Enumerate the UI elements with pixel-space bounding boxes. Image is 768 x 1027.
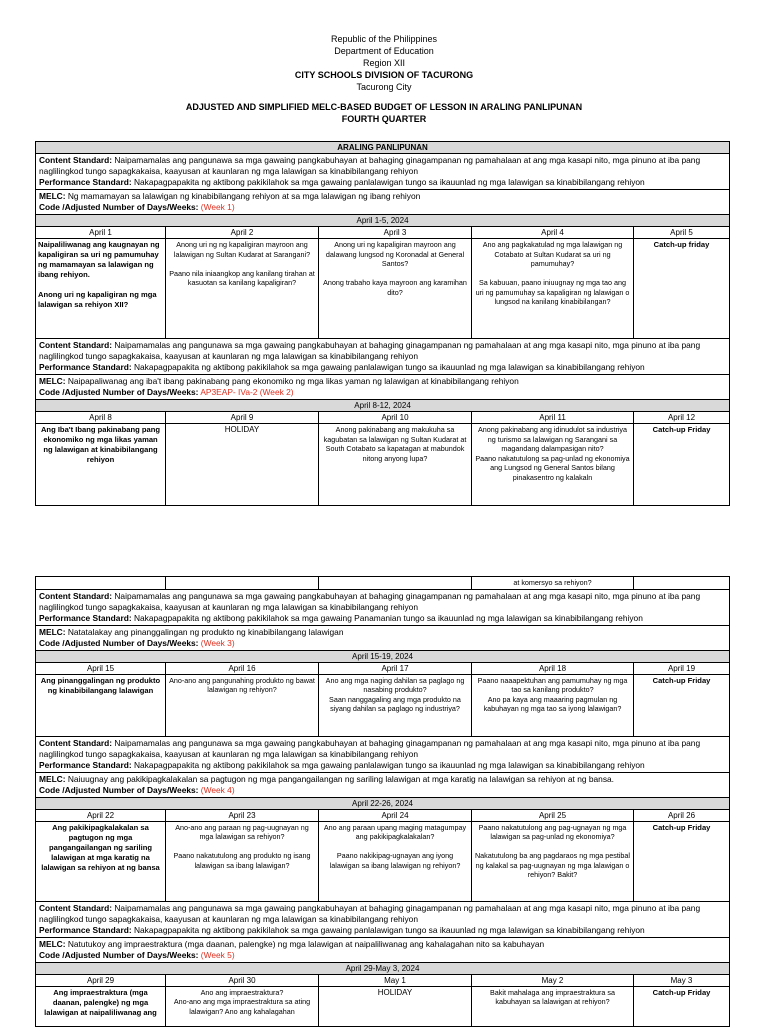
content-standard-label: Content Standard: <box>39 902 113 913</box>
day-header: April 9 <box>166 412 319 424</box>
code-label: Code /Adjusted Number of Days/Weeks: <box>39 784 199 795</box>
city-line: Tacurong City <box>356 82 412 92</box>
catch-up-label: Catch-up Friday <box>634 424 730 506</box>
lesson-questions: Anong uri ng kapaligiran mayroon ang dalawang lungsod ng Koronadal at General Santos? Anong trabaho kaya mayroon ang karamihan dito? <box>319 239 472 339</box>
day-header: April 19 <box>634 662 730 674</box>
lesson-questions: Ano ang pagkakatulad ng mga lalawigan ng Cotabato at Sultan Kudarat sa uri ng pamumuhay? Sa kabuuan, paano iniuugnay ng mga tao ang uri ng pamumuhay sa kapaligiran ng lalawigan o lungsod na kanilang kinabibilangan? <box>472 239 634 339</box>
code-text: (Week 3) <box>200 637 235 648</box>
content-standard-text: Naipamamalas ang pangunawa sa mga gawaing pangkabuhayan at bahaging ginagampanan ng pamahalaan at ang mga kasapi nito, mga pinuno at iba pang naglilingkod tungo sapagkakaisa, kaayusan at kaunlaran ng mga lalawigan sa kinabibilangang rehiyon <box>39 340 701 361</box>
title-line-2: FOURTH QUARTER <box>341 114 427 124</box>
lesson-questions: Anong pakinabang ang idinudulot sa industriya ng turismo sa lalawigan ng Sarangani sa magandang dalampasigan nito? Paano nakatutulong sa pag-unlad ng ekonomiya ang Lungsod ng General Santos bilang pinakasentro ng kalakaln <box>472 424 634 506</box>
document-title <box>0 101 768 125</box>
continued-question: at komersyo sa rehiyon? <box>472 577 634 590</box>
melc-row <box>36 190 730 215</box>
day-header: April 10 <box>319 412 472 424</box>
content-standard-row <box>36 154 730 190</box>
performance-standard-text: Nakapagpapakita ng aktibong pakikilahok sa mga gawaing panlalawigan tungo sa ikauunlad ng mga lalawigan sa kinabibilangang rehiyon <box>133 924 645 935</box>
melc-label: MELC: <box>39 938 66 949</box>
melc-text: Naipapaliwanag ang iba't ibang pakinabang pang ekonomiko ng mga likas yaman ng lalawigan at kinabibilangang rehiyon <box>67 376 519 386</box>
continued-cell <box>166 577 319 590</box>
budget-table-page-2 <box>35 576 730 1027</box>
week-date-band: April 22-26, 2024 <box>36 797 730 809</box>
day-header: April 4 <box>472 227 634 239</box>
code-label: Code /Adjusted Number of Days/Weeks: <box>39 949 199 960</box>
day-header: April 11 <box>472 412 634 424</box>
day-header: April 30 <box>166 974 319 986</box>
catch-up-label: Catch-up Friday <box>634 986 730 1026</box>
day-header: April 16 <box>166 662 319 674</box>
content-standard-row <box>36 736 730 772</box>
melc-text: Natatalakay ang pinanggalingan ng produkto ng kinabibilangang lalawigan <box>67 626 344 637</box>
lesson-questions: Anong uri ng ng kapaligiran mayroon ang lalawigan ng Sultan Kudarat at Sarangani? Paano nila iniaangkop ang kanilang tirahan at kasuotan sa kanilang kapaligiran? <box>166 239 319 339</box>
performance-standard-text: Nakapagpapakita ng aktibong pakikilahok sa mga gawaing panlalawigan tungo sa ikauunlad ng mga lalawigan sa kinabibilangang rehiyon <box>133 362 645 372</box>
lesson-topic: Ang pinanggalingan ng produkto ng kinabibilangang lalawigan <box>36 674 166 736</box>
holiday-label: HOLIDAY <box>166 424 319 506</box>
continued-cell <box>36 577 166 590</box>
lesson-questions: Ano ang mga naging dahilan sa paglago ng nasabing produkto? Saan nanggagaling ang mga produkto na siyang dahilan sa paglago ng industriya? <box>319 674 472 736</box>
lesson-topic: Naipaliliwanag ang kaugnayan ng kapaligiran sa uri ng pamumuhay ng mamamayan sa lalawigan ng ibang rehiyon. Anong uri ng kapaligiran ng mga lalawigan sa rehiyon XII? <box>36 239 166 339</box>
day-header: April 1 <box>36 227 166 239</box>
week-date-band: April 1-5, 2024 <box>36 215 730 227</box>
melc-row <box>36 772 730 797</box>
document-header <box>0 0 768 93</box>
code-label: Code /Adjusted Number of Days/Weeks: <box>39 637 199 648</box>
melc-label: MELC: <box>39 773 66 784</box>
day-header: April 17 <box>319 662 472 674</box>
performance-standard-label: Performance Standard: <box>39 362 132 372</box>
catch-up-label: Catch-up friday <box>634 239 730 339</box>
lesson-topic: Ang Iba't Ibang pakinabang pang ekonomiko ng mga likas yaman ng lalawigan at kinabibilangang rehiyon <box>36 424 166 506</box>
content-standard-label: Content Standard: <box>39 155 113 165</box>
content-standard-text: Naipamamalas ang pangunawa sa mga gawaing pangkabuhayan at bahaging ginagampanan ng pamahalaan at ang mga kasapi nito, mga pinuno at iba pang naglilingkod tungo sapagkakaisa, kaayusan at kaunlaran ng mga lalawigan sa kinabibilangang rehiyon <box>39 902 701 924</box>
day-header: April 15 <box>36 662 166 674</box>
melc-text: Ng mamamayan sa lalawigan ng kinabibilangang rehiyon at sa mga lalawigan ng ibang rehiyon <box>67 191 421 201</box>
day-header: April 24 <box>319 809 472 821</box>
content-standard-label: Content Standard: <box>39 737 113 748</box>
code-text: (Week 5) <box>200 949 235 960</box>
continued-cell <box>634 577 730 590</box>
code-text: (Week 1) <box>200 202 235 212</box>
day-header: April 22 <box>36 809 166 821</box>
lesson-questions: Ano-ano ang pangunahing produkto ng bawat lalawigan ng rehiyon? <box>166 674 319 736</box>
content-standard-row <box>36 589 730 625</box>
republic-line: Republic of the Philippines <box>330 34 438 44</box>
day-header: April 3 <box>319 227 472 239</box>
performance-standard-label: Performance Standard: <box>39 759 132 770</box>
lesson-questions: Bakit mahalaga ang impraestraktura sa kabuhayan sa lalawigan at rehiyon? <box>472 986 634 1026</box>
holiday-label: HOLIDAY <box>319 986 472 1026</box>
content-standard-row <box>36 339 730 375</box>
melc-text: Naiuugnay ang pakikipagkalakalan sa pagtugon ng mga pangangailangan ng sariling lalawigan at mga karatig na lalawigan sa rehiyon at ng bansa. <box>67 773 614 784</box>
melc-text: Natutukoy ang impraestraktura (mga daanan, palengke) ng mga lalawigan at naipaliliwanag ang kahalagahan nito sa kabuhayan <box>67 938 545 949</box>
day-header: April 18 <box>472 662 634 674</box>
content-standard-text: Naipamamalas ang pangunawa sa mga gawaing pangkabuhayan at bahaging ginagampanan ng pamahalaan at ang mga kasapi nito, mga pinuno at iba pang naglilingkod tungo sapagkakaisa, kaayusan at kaunlaran ng mga lalawigan sa kinabibilangang rehiyon <box>39 737 701 759</box>
code-label: Code /Adjusted Number of Days/Weeks: <box>39 387 199 397</box>
day-header: April 8 <box>36 412 166 424</box>
melc-label: MELC: <box>39 191 66 201</box>
continued-cell <box>319 577 472 590</box>
content-standard-text: Naipamamalas ang pangunawa sa mga gawaing pangkabuhayan at bahaging ginagampanan ng pamahalaan at ang mga kasapi nito, mga pinuno at iba pang naglilingkod tungo sapagkakaisa, kaayusan at kaunlaran ng mga lalawigan sa kinabibilangang rehiyon <box>39 590 701 612</box>
region-line: Region XII <box>362 58 406 68</box>
melc-label: MELC: <box>39 626 66 637</box>
performance-standard-text: Nakapagpapakita ng aktibong pakikilahok sa mga gawaing panlalawigan tungo sa ikauunlad ng mga lalawigan sa kinabibilangang rehiyon <box>133 759 645 770</box>
title-line-1: ADJUSTED AND SIMPLIFIED MELC-BASED BUDGET OF LESSON IN ARALING PANLIPUNAN <box>185 102 583 112</box>
lesson-questions: Paano nakatutulong ang pag-ugnayan ng mga lalawigan sa pag-unlad ng ekonomiya? Nakatutulong ba ang pagdaraos ng mga pestibal ng kalakal sa pag-uugnayan ng mga lalawigan o rehiyon? Bakit? <box>472 821 634 901</box>
department-line: Department of Education <box>334 46 434 56</box>
division-line: CITY SCHOOLS DIVISION OF TACURONG <box>294 70 474 80</box>
lesson-topic: Ang pakikipagkalakalan sa pagtugon ng mga pangangailangan ng sariling lalawigan at mga karatig na lalawigan sa rehiyon at ng bansa <box>36 821 166 901</box>
day-header: May 3 <box>634 974 730 986</box>
performance-standard-label: Performance Standard: <box>39 924 132 935</box>
content-standard-label: Content Standard: <box>39 590 113 601</box>
lesson-questions: Ano ang impraestraktura? Ano-ano ang mga impraestraktura sa ating lalawigan? Ano ang kahalagahan <box>166 986 319 1026</box>
catch-up-label: Catch-up Friday <box>634 674 730 736</box>
day-header: April 5 <box>634 227 730 239</box>
melc-row <box>36 937 730 962</box>
content-standard-text: Naipamamalas ang pangunawa sa mga gawaing pangkabuhayan at bahaging ginagampanan ng pamahalaan at ang mga kasapi nito, mga pinuno at iba pang naglilingkod tungo sapagkakaisa, kaayusan at kaunlaran ng mga lalawigan sa kinabibilangang rehiyon <box>39 155 701 176</box>
performance-standard-text: Nakapagpapakita ng aktibong pakikilahok sa mga gawaing Panamanian tungo sa ikauunlad ng mga lalawigan sa kinabibilangang rehiyon <box>133 612 643 623</box>
lesson-questions: Ano ang paraan upang maging matagumpay ang pakikipagkalakalan? Paano nakikipag-ugnayan ang iyong lalawigan sa ibang lalawigan ng rehiyon? <box>319 821 472 901</box>
day-header: April 29 <box>36 974 166 986</box>
day-header: April 23 <box>166 809 319 821</box>
week-date-band: April 15-19, 2024 <box>36 650 730 662</box>
content-standard-label: Content Standard: <box>39 340 113 350</box>
code-text: (Week 4) <box>200 784 235 795</box>
code-text: AP3EAP- IVa-2 (Week 2) <box>200 387 294 397</box>
catch-up-label: Catch-up Friday <box>634 821 730 901</box>
day-header: May 1 <box>319 974 472 986</box>
week-date-band: April 8-12, 2024 <box>36 400 730 412</box>
performance-standard-text: Nakapagpapakita ng aktibong pakikilahok sa mga gawaing panlalawigan tungo sa ikauunlad ng mga lalawigan sa kinabibilangang rehiyon <box>133 177 645 187</box>
code-label: Code /Adjusted Number of Days/Weeks: <box>39 202 199 212</box>
lesson-questions: Anong pakinabang ang makukuha sa kagubatan sa lalawigan ng Sultan Kudarat at South Cotabato sa kapatagan at mabundok nitong anyong lupa? <box>319 424 472 506</box>
day-header: April 25 <box>472 809 634 821</box>
week-date-band: April 29-May 3, 2024 <box>36 962 730 974</box>
content-standard-row <box>36 901 730 937</box>
melc-row <box>36 375 730 400</box>
performance-standard-label: Performance Standard: <box>39 177 132 187</box>
melc-label: MELC: <box>39 376 66 386</box>
lesson-questions: Ano-ano ang paraan ng pag-uugnayan ng mga lalawigan sa rehiyon? Paano nakatutulong ang produkto ng isang lalawigan sa ibang lalawigan? <box>166 821 319 901</box>
subject-header: ARALING PANLIPUNAN <box>36 142 730 154</box>
melc-row <box>36 625 730 650</box>
lesson-topic: Ang impraestraktura (mga daanan, palengke) ng mga lalawigan at naipaliliwanag ang <box>36 986 166 1026</box>
day-header: April 2 <box>166 227 319 239</box>
day-header: May 2 <box>472 974 634 986</box>
budget-table-page-1 <box>35 141 730 506</box>
page-2 <box>0 575 768 1024</box>
day-header: April 12 <box>634 412 730 424</box>
day-header: April 26 <box>634 809 730 821</box>
performance-standard-label: Performance Standard: <box>39 612 132 623</box>
lesson-questions: Paano naaapektuhan ang pamumuhay ng mga tao sa kanilang produkto? Ano pa kaya ang maaaring pagmulan ng kabuhayan ng mga tao sa iyong lalawigan? <box>472 674 634 736</box>
